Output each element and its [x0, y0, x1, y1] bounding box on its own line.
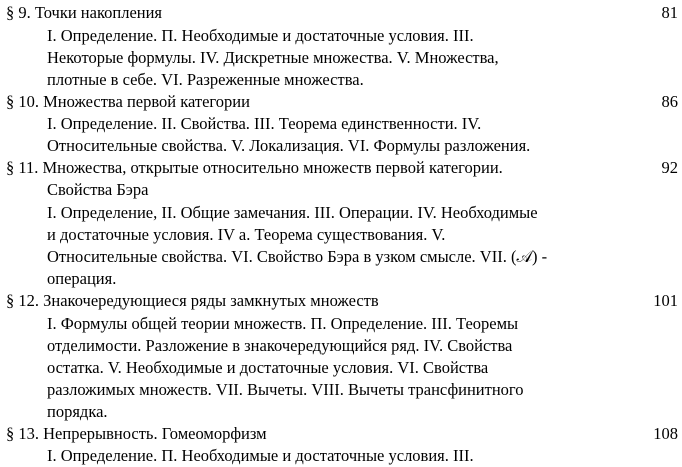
- section-title: § 9. Точки накопления: [6, 3, 163, 22]
- section-title: § 13. Непрерывность. Гомеоморфизм: [6, 424, 267, 443]
- page-number: 86: [661, 92, 678, 111]
- section-title: § 12. Знакочередующиеся ряды замкнутых множеств: [6, 291, 379, 310]
- section-description: остатка. V. Необходимые и достаточные условия. VI. Свойства: [47, 358, 489, 377]
- section-title: § 10. Множества первой категории: [6, 92, 250, 111]
- section-description: отделимости. Разложение в знакочередующийся ряд. IV. Свойства: [47, 336, 513, 355]
- section-description: и достаточные условия. IV а. Теорема существования. V.: [47, 225, 446, 244]
- section-description: разложимых множеств. VII. Вычеты. VIII. Вычеты трансфинитного: [47, 380, 524, 399]
- section-description: Некоторые формулы. IV. Дискретные множества. V. Множества,: [47, 48, 499, 67]
- page-number: 108: [653, 424, 678, 443]
- section-description: Относительные свойства. VI. Свойство Бэра в узком смысле. VII. (𝒜) -: [47, 247, 548, 266]
- section-description: I. Определение. II. Свойства. III. Теорема единственности. IV.: [47, 114, 482, 133]
- page-number: 101: [653, 291, 678, 310]
- section-description: I. Определение, II. Общие замечания. III. Операции. IV. Необходимые: [47, 203, 538, 222]
- section-description: порядка.: [47, 402, 108, 421]
- section-description: I. Формулы общей теории множеств. П. Определение. III. Теоремы: [47, 314, 519, 333]
- section-description: Относительные свойства. V. Локализация. VI. Формулы разложения.: [47, 136, 531, 155]
- page-number: 92: [661, 158, 678, 177]
- section-description: I. Определение. П. Необходимые и достаточные условия. III.: [47, 446, 474, 465]
- section-title: § 11. Множества, открытые относительно множеств первой категории.: [6, 158, 503, 177]
- section-description: I. Определение. П. Необходимые и достаточные условия. III.: [47, 26, 474, 45]
- section-title-continuation: Свойства Бэра: [47, 180, 149, 199]
- section-description: операция.: [47, 269, 117, 288]
- section-description: плотные в себе. VI. Разреженные множества.: [47, 70, 364, 89]
- page-number: 81: [661, 3, 678, 22]
